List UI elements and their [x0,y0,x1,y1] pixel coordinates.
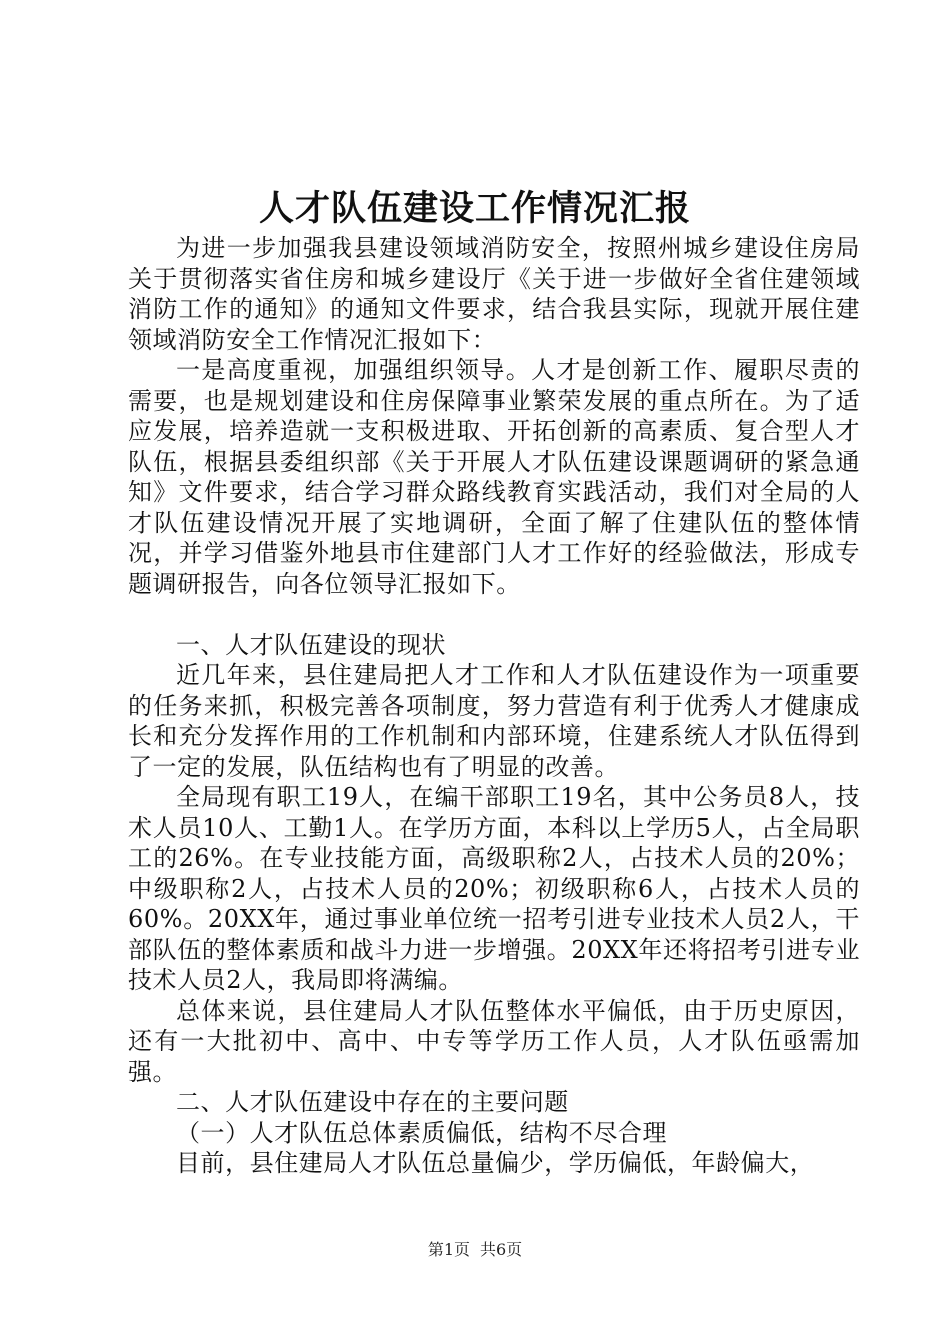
paragraph-spacer [128,599,860,630]
section-heading-problems: 二、人才队伍建设中存在的主要问题 [176,1088,569,1116]
paragraph-current: 目前，县住建局人才队伍总量偏少，学历偏低，年龄偏大， [176,1149,815,1177]
paragraph-organization: 一是高度重视，加强组织领导。人才是创新工作、履职尽责的需要，也是规划建设和住房保障事业繁荣发展的重点所在。为了适应发展，培养造就一支积极进取、开拓创新的高素质、复合型人才队伍，根据县委组织部《关于开展人才队伍建设课题调研的紧急通知》文件要求，结合学习群众路线教育实践活动，我们对全局的人才队伍建设情况开展了实地调研，全面了解了住建队伍的整体情况，并学习借鉴外地县市住建部门人才工作好的经验做法，形成专题调研报告，向各位领导汇报如下。 [128,356,860,598]
paragraph-staff-statistics: 全局现有职工19人，在编干部职工19名，其中公务员8人，技术人员10人、工勤1人。在学历方面，本科以上学历5人，占全局职工的26%。在专业技能方面，高级职称2人，占技术人员的20%；中级职称2人，占技术人员的20%；初级职称6人，占技术人员的60%。20XX年，通过事业单位统一招考引进专业技术人员2人，干部队伍的整体素质和战斗力进一步增强。20XX年还将招考引进专业技术人员2人，我局即将满编。 [128,783,860,994]
intro-paragraph: 为进一步加强我县建设领域消防安全，按照州城乡建设住房局关于贯彻落实省住房和城乡建设厅《关于进一步做好全省住建领域消防工作的通知》的通知文件要求，结合我县实际，现就开展住建领域消防安全工作情况汇报如下： [128,234,860,354]
document-title: 人才队伍建设工作情况汇报 [258,188,691,229]
paragraph-recent-years: 近几年来，县住建局把人才工作和人才队伍建设作为一项重要的任务来抓，积极完善各项制度，努力营造有利于优秀人才健康成长和充分发挥作用的工作机制和内部环境，住建系统人才队伍得到了一定的发展，队伍结构也有了明显的改善。 [128,661,860,781]
paragraph-overall: 总体来说，县住建局人才队伍整体水平偏低，由于历史原因，还有一大批初中、高中、中专等学历工作人员，人才队伍亟需加强。 [128,996,860,1086]
page-total: 共6页 [480,1240,523,1259]
section-heading-status: 一、人才队伍建设的现状 [176,630,447,659]
page-footer [0,1240,950,1260]
page-number: 第1页 [427,1240,470,1259]
document-body [128,233,860,1179]
subsection-heading-quality: （一）人才队伍总体素质偏低，结构不尽合理 [176,1118,667,1147]
